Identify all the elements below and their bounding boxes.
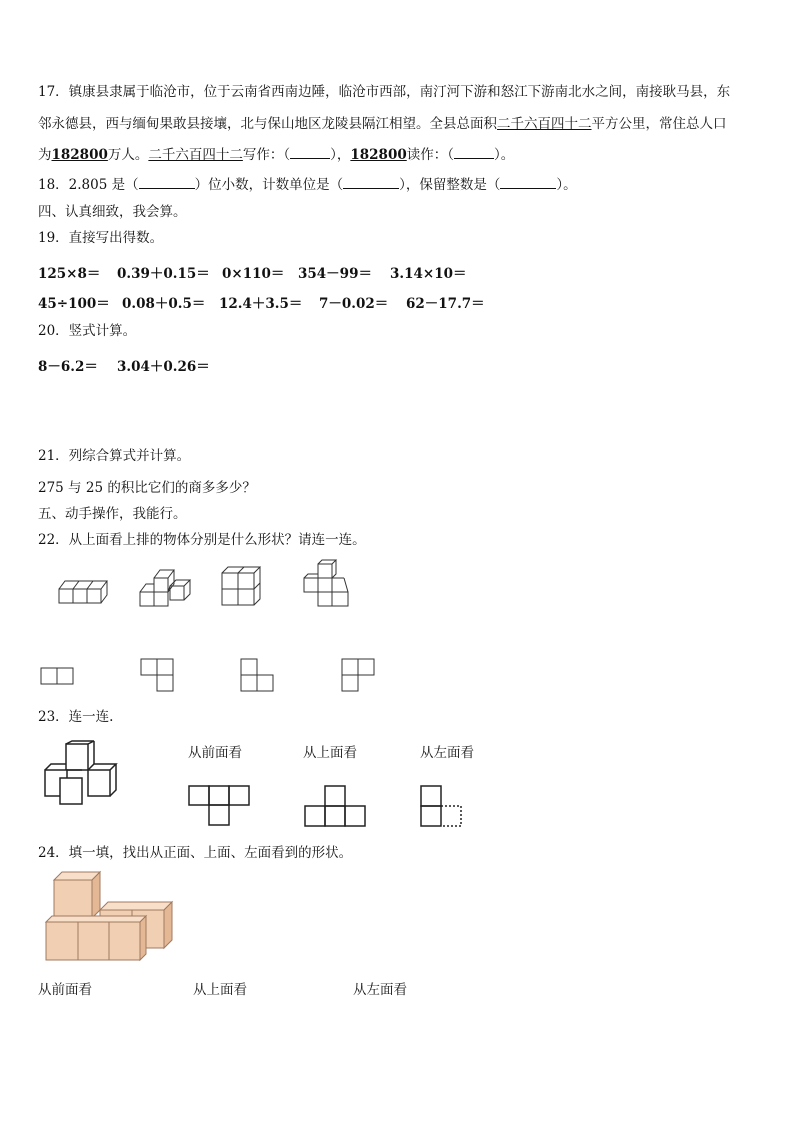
q17-population: 182800 xyxy=(51,147,108,163)
q24-label-front: 从前面看 xyxy=(38,982,92,998)
q17-area-text-2: 二千六百四十二 xyxy=(148,147,243,163)
q19-r1-item: 3.14×10＝ xyxy=(390,266,467,282)
q17-line2 xyxy=(38,115,727,133)
q22-object-1 xyxy=(55,575,115,609)
q17-close: ）， xyxy=(330,147,351,163)
q24-label-left: 从左面看 xyxy=(353,982,407,998)
q17-read-blank[interactable] xyxy=(454,146,494,159)
q19-r2-item: 12.4＋3.5＝ xyxy=(219,296,303,312)
q19-r2-item: 62－17.7＝ xyxy=(406,296,485,312)
q17-line2-b: 平方公里，常住总人口 xyxy=(591,116,727,132)
q17-line2-a: 邻永德县，西与缅甸果敢县接壤，北与保山地区龙陵县隔江相望。全县总面积 xyxy=(38,116,497,132)
q23-title: 23．连一连. xyxy=(38,709,114,725)
q17-population-2: 182800 xyxy=(350,147,407,163)
q22-top-view-3 xyxy=(240,658,276,694)
q22-top-view-1 xyxy=(40,667,76,687)
q23-view-front xyxy=(188,785,254,827)
q18-a: 18．2.805 是（ xyxy=(38,177,139,193)
q24-title: 24．填一填，找出从正面、上面、左面看到的形状。 xyxy=(38,845,353,861)
q17-line3-a: 为 xyxy=(38,147,52,163)
q18-blank-2[interactable] xyxy=(343,176,399,189)
section-5-heading: 五、动手操作，我能行。 xyxy=(38,506,187,522)
q17-area-text: 二千六百四十二 xyxy=(497,116,592,132)
q24-label-top: 从上面看 xyxy=(193,982,247,998)
q22-object-4 xyxy=(300,556,356,610)
q18-line xyxy=(38,176,577,194)
q18-c: ），保留整数是（ xyxy=(399,177,501,193)
q19-r2-item: 0.08＋0.5＝ xyxy=(122,296,206,312)
q23-view-top xyxy=(304,785,370,827)
q21-body: 275 与 25 的积比它们的商多多少？ xyxy=(38,480,256,496)
q20-item: 3.04＋0.26＝ xyxy=(117,359,210,375)
q20-item: 8－6.2＝ xyxy=(38,359,98,375)
q19-r1-item: 0.39＋0.15＝ xyxy=(117,266,210,282)
q22-title: 22．从上面看上排的物体分别是什么形状？请连一连。 xyxy=(38,532,366,548)
q23-label-left: 从左面看 xyxy=(420,745,474,761)
q23-label-top: 从上面看 xyxy=(303,745,357,761)
q19-r1-item: 354－99＝ xyxy=(298,266,372,282)
q17-line3 xyxy=(38,146,514,164)
section-4-heading: 四、认真细致，我会算。 xyxy=(38,204,187,220)
q17-write-prompt: 写作：（ xyxy=(242,147,291,163)
q19-r2-item: 45÷100＝ xyxy=(38,296,110,312)
q24-cube-cluster xyxy=(42,870,172,962)
q22-object-3 xyxy=(218,563,270,609)
q19-title: 19．直接写出得数。 xyxy=(38,230,164,246)
q22-object-2 xyxy=(136,560,192,612)
q22-top-view-2 xyxy=(140,658,176,694)
q23-label-front: 从前面看 xyxy=(188,745,242,761)
q17-read-prompt: 读作：（ xyxy=(406,147,454,163)
q19-r1-item: 0×110＝ xyxy=(222,266,285,282)
q17-end: ）。 xyxy=(494,147,515,163)
q18-blank-3[interactable] xyxy=(500,176,556,189)
q19-r1-item: 125×8＝ xyxy=(38,266,101,282)
q18-blank-1[interactable] xyxy=(139,176,195,189)
q17-line1: 17．镇康县隶属于临沧市，位于云南省西南边陲，临沧市西部，南汀河下游和怒江下游南北水之间，南接耿马县，东 xyxy=(38,84,731,100)
q18-d: ）。 xyxy=(556,177,577,193)
q22-top-view-4 xyxy=(341,658,377,694)
q20-title: 20．竖式计算。 xyxy=(38,323,137,339)
q19-r2-item: 7－0.02＝ xyxy=(319,296,389,312)
q17-line3-b: 万人。 xyxy=(107,147,149,163)
q23-view-left xyxy=(420,785,466,827)
q17-write-blank[interactable] xyxy=(290,146,330,159)
q18-b: ）位小数，计数单位是（ xyxy=(194,177,344,193)
q23-object xyxy=(42,740,126,806)
q21-title: 21．列综合算式并计算。 xyxy=(38,448,191,464)
